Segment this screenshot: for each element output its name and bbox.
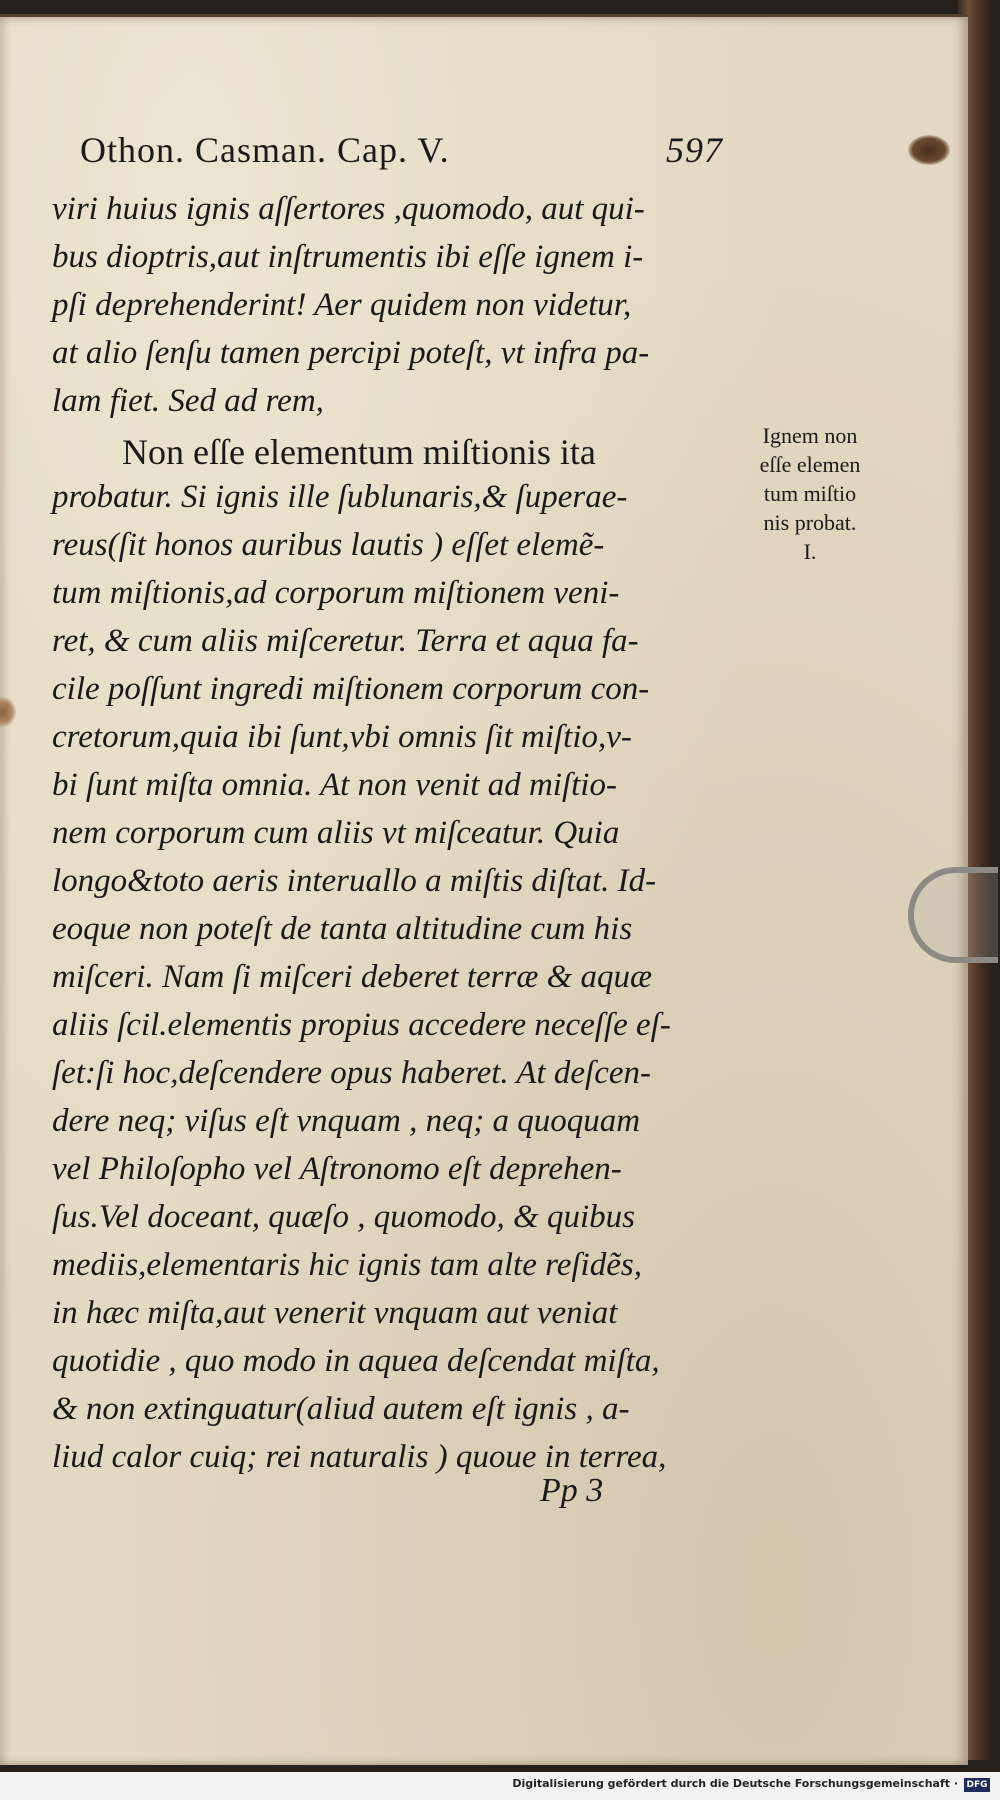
dfg-logo: DFG: [964, 1778, 990, 1792]
marginal-note-line: I.: [803, 539, 817, 564]
text-line: eoque non poteſt de tanta altitudine cum his: [52, 911, 633, 947]
text-line: bus dioptris,aut inſtrumentis ibi eſſe ignem i-: [52, 239, 644, 275]
signature-mark: Pp 3: [540, 1472, 604, 1509]
text-line: ſet:ſi hoc,deſcendere opus haberet. At deſcen-: [52, 1055, 651, 1091]
text-line: tum miſtionis,ad corporum miſtionem veni-: [52, 575, 620, 611]
text-line: cile poſſunt ingredi miſtionem corporum con-: [52, 671, 650, 707]
text-line: probatur. Si ignis ille ſublunaris,& ſuperae-: [52, 479, 628, 515]
marginal-note-line: Ignem non: [762, 423, 858, 448]
text-line: ſus.Vel doceant, quæſo , quomodo, & quibus: [52, 1199, 635, 1235]
running-head: [80, 129, 740, 175]
text-line: quotidie , quo modo in aquea deſcendat miſta,: [52, 1343, 660, 1379]
text-line: in hæc miſta,aut venerit vnquam aut veniat: [52, 1295, 618, 1331]
text-line-section-start: Non eſſe elementum miſtionis ita: [122, 432, 596, 472]
marginal-note-line: nis probat.: [763, 510, 857, 535]
text-line: at alio ſenſu tamen percipi poteſt, vt infra pa-: [52, 335, 650, 371]
text-line: longo&toto aeris interuallo a miſtis diſtat. Id-: [52, 863, 657, 899]
text-line: ret, & cum aliis miſceretur. Terra et aqua fa-: [52, 623, 639, 659]
text-line: liud calor cuiq; rei naturalis ) quoue in terrea,: [52, 1439, 667, 1475]
page-clip: [908, 867, 998, 963]
page-number: 597: [666, 130, 723, 170]
digitization-footer: [0, 1772, 1000, 1800]
text-line: aliis ſcil.elementis propius accedere neceſſe eſ-: [52, 1007, 671, 1043]
text-line: bi ſunt miſta omnia. At non venit ad miſtio-: [52, 767, 617, 803]
margin-stain: [0, 697, 16, 727]
text-line: reus(ſit honos auribus lautis ) eſſet elemẽ-: [52, 527, 605, 563]
text-line: nem corporum cum aliis vt miſceatur. Quia: [52, 815, 620, 851]
text-line: miſceri. Nam ſi miſceri deberet terræ & aquæ: [52, 959, 653, 995]
running-head-title: Othon. Casman. Cap. V.: [80, 130, 450, 170]
text-line: pſi deprehenderint! Aer quidem non videtur,: [52, 287, 632, 323]
marginal-note: [735, 421, 885, 581]
text-line: lam fiet. Sed ad rem,: [52, 383, 324, 419]
text-line: viri huius ignis aſſertores ,quomodo, aut qui-: [52, 191, 645, 227]
text-line: cretorum,quia ibi ſunt,vbi omnis ſit miſtio,v-: [52, 719, 632, 755]
body-text: [52, 191, 742, 1481]
marginal-note-line: eſſe elemen: [759, 452, 861, 477]
text-line: dere neq; viſus eſt vnquam , neq; a quoquam: [52, 1103, 641, 1139]
marginal-note-line: tum miſtio: [763, 481, 857, 506]
text-line: mediis,elementaris hic ignis tam alte reſidẽs,: [52, 1247, 642, 1283]
text-line: vel Philoſopho vel Aſtronomo eſt deprehen-: [52, 1151, 622, 1187]
ink-stain: [908, 135, 950, 165]
text-line: & non extinguatur(aliud autem eſt ignis , a-: [52, 1391, 630, 1427]
book-page: [0, 14, 968, 1765]
funding-notice: Digitalisierung gefördert durch die Deutsche Forschungsgemeinschaft ·: [512, 1777, 958, 1790]
